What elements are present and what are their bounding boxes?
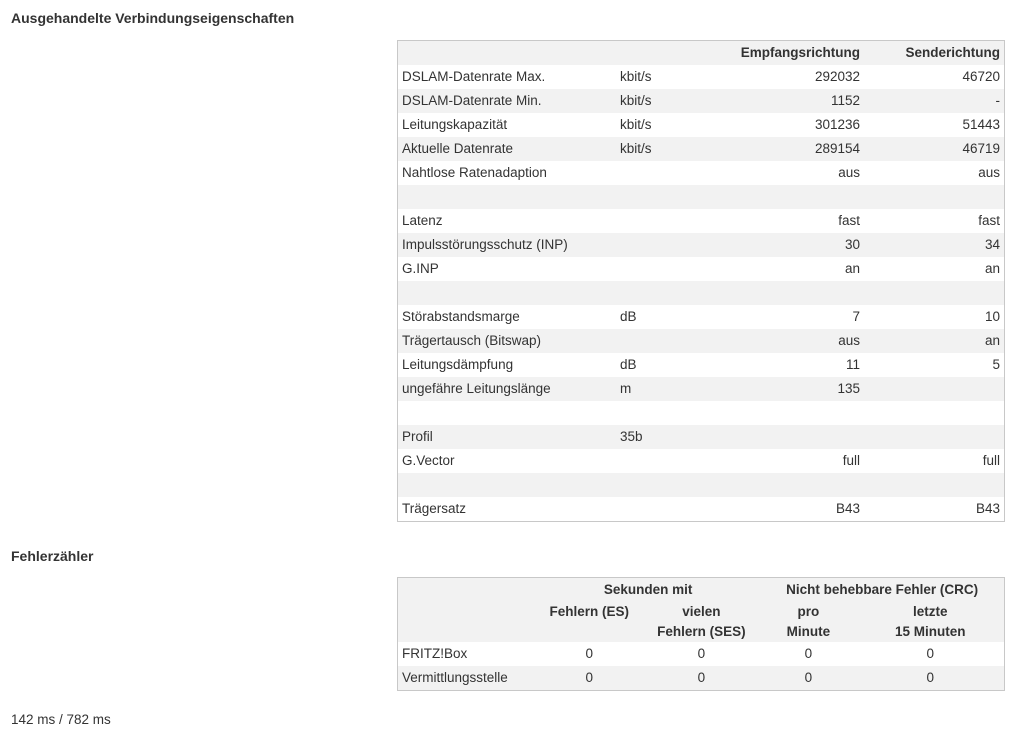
column-header-ses-line1: vielen <box>682 604 721 619</box>
group-header-crc: Nicht behebbare Fehler (CRC) <box>786 582 979 597</box>
row-receive-value <box>704 281 864 305</box>
row-send-value: fast <box>978 213 1000 228</box>
table-row <box>398 377 1005 401</box>
group-header-empty <box>398 578 537 603</box>
error-counter-title: Fehlerzähler <box>11 548 94 564</box>
row-unit <box>616 185 704 209</box>
row-label: Leitungskapazität <box>402 117 508 132</box>
row-es-value: 0 <box>585 646 594 661</box>
table-row <box>398 281 1005 305</box>
header-receive-direction: Empfangsrichtung <box>740 45 860 60</box>
header-label-empty <box>398 41 617 66</box>
column-header-row <box>398 602 1005 642</box>
row-label <box>398 473 617 497</box>
group-header-row <box>398 578 1005 603</box>
header-unit-empty <box>616 41 704 66</box>
row-receive-value: 11 <box>845 357 860 372</box>
row-last-15-min-value: 0 <box>926 646 935 661</box>
row-receive-value: aus <box>838 165 860 180</box>
table-row <box>398 233 1005 257</box>
table-row <box>398 425 1005 449</box>
row-send-value: 10 <box>984 309 1000 324</box>
row-unit <box>616 161 704 185</box>
row-label: Vermittlungsstelle <box>402 670 508 685</box>
row-receive-value: an <box>844 261 860 276</box>
row-send-value <box>864 377 1005 401</box>
row-send-value: full <box>982 453 1000 468</box>
row-unit <box>616 329 704 353</box>
row-label <box>398 281 617 305</box>
connection-properties-title: Ausgehandelte Verbindungseigenschaften <box>11 10 295 26</box>
row-receive-value: full <box>842 453 860 468</box>
row-receive-value: 135 <box>837 381 860 396</box>
row-label: Latenz <box>402 213 443 228</box>
row-receive-value: 289154 <box>814 141 860 156</box>
row-unit: kbit/s <box>620 93 652 108</box>
row-label: FRITZ!Box <box>402 646 468 661</box>
row-last-15-min-value: 0 <box>926 670 935 685</box>
row-receive-value <box>704 473 864 497</box>
row-send-value: an <box>984 333 1000 348</box>
error-counter-table <box>397 577 1005 691</box>
row-label: Profil <box>402 429 433 444</box>
row-receive-value: 1152 <box>830 93 860 108</box>
row-es-value: 0 <box>585 670 594 685</box>
table-row <box>398 209 1005 233</box>
table-row <box>398 113 1005 137</box>
row-send-value <box>864 425 1005 449</box>
row-unit <box>616 473 704 497</box>
row-unit: m <box>620 381 632 396</box>
row-receive-value: 301236 <box>814 117 860 132</box>
row-receive-value: 292032 <box>814 69 860 84</box>
table-row <box>398 137 1005 161</box>
row-label: Leitungsdämpfung <box>402 357 514 372</box>
row-send-value <box>864 281 1005 305</box>
row-unit: kbit/s <box>620 117 652 132</box>
row-label <box>398 401 617 425</box>
row-label: ungefähre Leitungslänge <box>402 381 551 396</box>
row-unit <box>616 449 704 473</box>
table-row <box>398 401 1005 425</box>
table-row <box>398 497 1005 522</box>
table-row <box>398 65 1005 89</box>
table-row <box>398 449 1005 473</box>
row-unit <box>616 209 704 233</box>
table-row <box>398 473 1005 497</box>
row-receive-value: 7 <box>852 309 860 324</box>
row-label: DSLAM-Datenrate Max. <box>402 69 546 84</box>
row-per-minute-value: 0 <box>804 670 813 685</box>
row-send-value: - <box>995 93 1000 108</box>
table-row <box>398 329 1005 353</box>
row-ses-value: 0 <box>697 646 706 661</box>
table-row <box>398 185 1005 209</box>
row-unit <box>616 281 704 305</box>
row-label: Trägertausch (Bitswap) <box>402 333 542 348</box>
column-header-pm-line2: Minute <box>786 624 831 639</box>
row-receive-value: aus <box>838 333 860 348</box>
row-label: Aktuelle Datenrate <box>402 141 514 156</box>
column-header-pm-line1: pro <box>797 604 820 619</box>
header-send-direction: Senderichtung <box>905 45 1000 60</box>
table-row <box>398 161 1005 185</box>
row-send-value: 51443 <box>962 117 1000 132</box>
table-row <box>398 642 1005 666</box>
table-row <box>398 353 1005 377</box>
row-send-value: 34 <box>984 237 1000 252</box>
row-receive-value: fast <box>838 213 860 228</box>
row-unit <box>616 233 704 257</box>
column-header-es-text: Fehlern (ES) <box>549 604 630 619</box>
row-unit: kbit/s <box>620 69 652 84</box>
connection-properties-table <box>397 40 1005 522</box>
row-unit <box>616 257 704 281</box>
row-unit: 35b <box>620 429 643 444</box>
column-header-per-minute <box>760 602 856 642</box>
row-unit: kbit/s <box>620 141 652 156</box>
row-send-value: 5 <box>992 357 1000 372</box>
column-header-ses-line2: Fehlern (SES) <box>657 624 746 639</box>
row-ses-value: 0 <box>697 670 706 685</box>
column-header-empty <box>398 602 537 642</box>
row-receive-value <box>704 185 864 209</box>
group-header-seconds: Sekunden mit <box>603 582 693 597</box>
table-row <box>398 305 1005 329</box>
row-send-value <box>864 473 1005 497</box>
table-row <box>398 666 1005 691</box>
row-label: Störabstandsmarge <box>402 309 520 324</box>
row-receive-value: 30 <box>844 237 860 252</box>
row-unit: dB <box>620 357 637 372</box>
row-unit <box>616 497 704 522</box>
row-send-value: 46719 <box>962 141 1000 156</box>
row-label: Impulsstörungsschutz (INP) <box>402 237 568 252</box>
column-header-l15-line2: 15 Minuten <box>895 624 966 639</box>
row-receive-value <box>704 401 864 425</box>
column-header-ses <box>643 602 761 642</box>
row-label <box>398 185 617 209</box>
table-row <box>398 89 1005 113</box>
row-label: DSLAM-Datenrate Min. <box>402 93 542 108</box>
table-header-row <box>398 41 1005 66</box>
row-label: Trägersatz <box>402 501 467 516</box>
row-send-value: an <box>984 261 1000 276</box>
row-label: G.INP <box>402 261 439 276</box>
row-receive-value: B43 <box>835 501 860 516</box>
row-label: G.Vector <box>402 453 455 468</box>
row-send-value: 46720 <box>962 69 1000 84</box>
row-receive-value <box>704 425 864 449</box>
table-row <box>398 257 1005 281</box>
row-unit: dB <box>620 309 637 324</box>
row-send-value <box>864 401 1005 425</box>
column-header-last-15-min <box>857 602 1005 642</box>
row-send-value: aus <box>978 165 1000 180</box>
row-send-value: B43 <box>975 501 1000 516</box>
timing-footer: 142 ms / 782 ms <box>11 712 111 727</box>
row-per-minute-value: 0 <box>804 646 813 661</box>
row-send-value <box>864 185 1005 209</box>
column-header-l15-line1: letzte <box>913 604 948 619</box>
row-label: Nahtlose Ratenadaption <box>402 165 547 180</box>
row-unit <box>616 401 704 425</box>
column-header-es <box>536 602 643 642</box>
